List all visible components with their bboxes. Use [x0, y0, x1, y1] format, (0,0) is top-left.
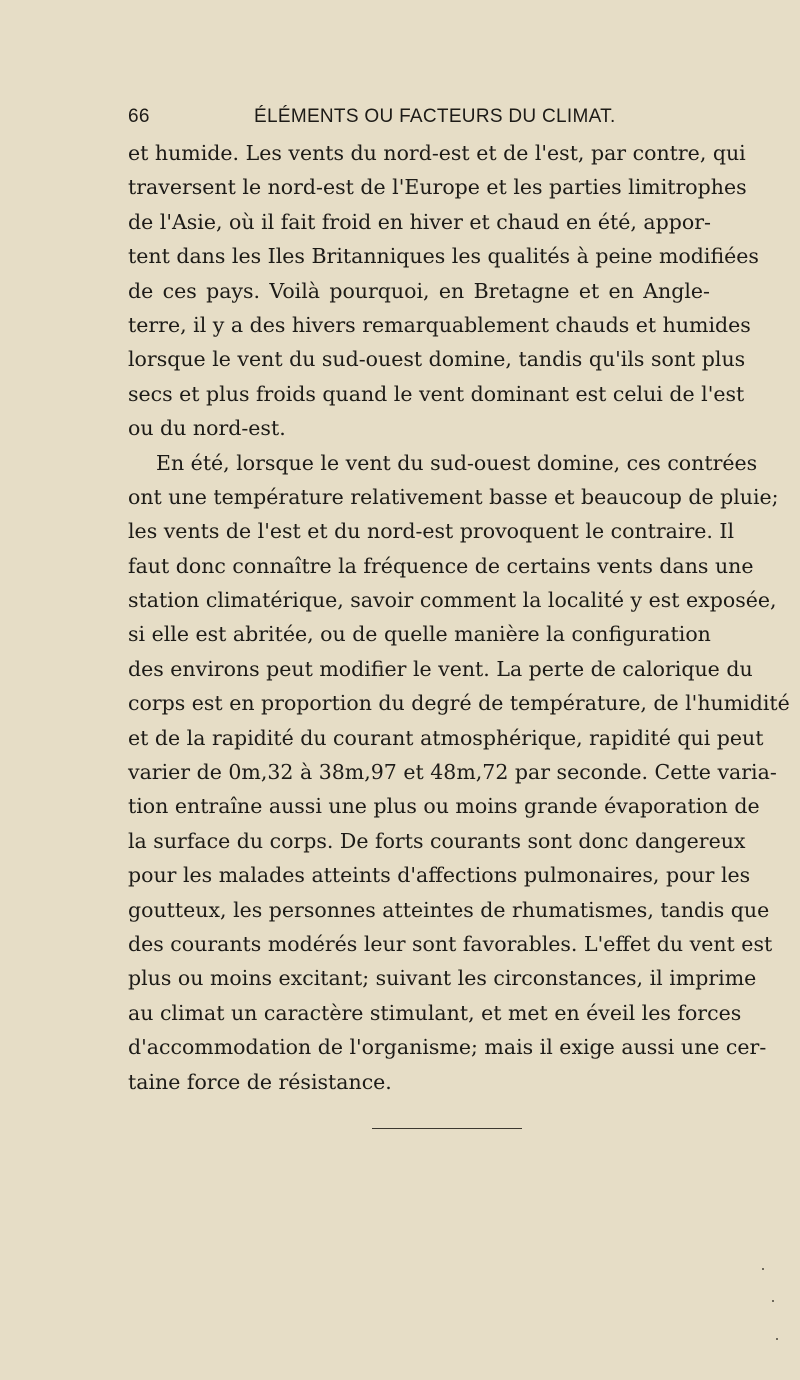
text-line: tent dans les Iles Britanniques les qualités à peine modifiées — [128, 244, 759, 269]
text-line: de l'Asie, où il fait froid en hiver et chaud en été, appor- — [128, 209, 711, 234]
section-divider — [372, 1128, 522, 1129]
text-line: pour les malades atteints d'affections pulmonaires, pour les — [128, 863, 751, 888]
text-line: goutteux, les personnes atteintes de rhumatismes, tandis que — [128, 897, 770, 922]
running-head — [128, 106, 688, 138]
page-number: 66 — [128, 106, 150, 127]
paragraph-end-line: taine force de résistance. — [128, 1069, 392, 1094]
print-speck — [772, 1300, 774, 1302]
text-line: si elle est abritée, ou de quelle manière la configuration — [128, 622, 711, 647]
text-line: lorsque le vent du sud-ouest domine, tandis qu'ils sont plus — [128, 347, 746, 372]
text-line: terre, il y a des hivers remarquablement chauds et humides — [128, 312, 751, 337]
paragraph-start-line: En été, lorsque le vent du sud-ouest domine, ces contrées — [156, 450, 758, 475]
text-line: plus ou moins excitant; suivant les circonstances, il imprime — [128, 966, 757, 991]
text-line: tion entraîne aussi une plus ou moins grande évaporation de — [128, 794, 760, 819]
print-speck — [776, 1338, 778, 1340]
text-line: des environs peut modifier le vent. La perte de calorique du — [128, 656, 753, 681]
text-line: de ces pays. Voilà pourquoi, en Bretagne et en Angle- — [128, 278, 710, 303]
text-line: faut donc connaître la fréquence de certains vents dans une — [128, 553, 754, 578]
text-line: corps est en proportion du degré de température, de l'humidité — [128, 691, 790, 716]
text-line: secs et plus froids quand le vent dominant est celui de l'est — [128, 381, 745, 406]
running-title: ÉLÉMENTS OU FACTEURS DU CLIMAT. — [254, 106, 616, 127]
text-line: traversent le nord-est de l'Europe et les parties limitrophes — [128, 175, 747, 200]
print-speck — [762, 1268, 764, 1270]
text-line: les vents de l'est et du nord-est provoquent le contraire. Il — [128, 519, 735, 544]
text-line: au climat un caractère stimulant, et met en éveil les forces — [128, 1000, 742, 1025]
text-line: d'accommodation de l'organisme; mais il exige aussi une cer- — [128, 1035, 767, 1060]
text-line: et de la rapidité du courant atmosphérique, rapidité qui peut — [128, 725, 764, 750]
text-line: des courants modérés leur sont favorables. L'effet du vent est — [128, 931, 773, 956]
text-line: la surface du corps. De forts courants sont donc dangereux — [128, 828, 746, 853]
text-line: et humide. Les vents du nord-est et de l'est, par contre, qui — [128, 141, 746, 165]
text-line: station climatérique, savoir comment la localité y est exposée, — [128, 588, 777, 613]
body-text — [128, 136, 790, 1099]
text-line: ont une température relativement basse et beaucoup de pluie; — [128, 484, 779, 509]
paragraph-end-line: ou du nord-est. — [128, 416, 286, 441]
text-line: varier de 0m,32 à 38m,97 et 48m,72 par seconde. Cette varia- — [128, 760, 777, 785]
